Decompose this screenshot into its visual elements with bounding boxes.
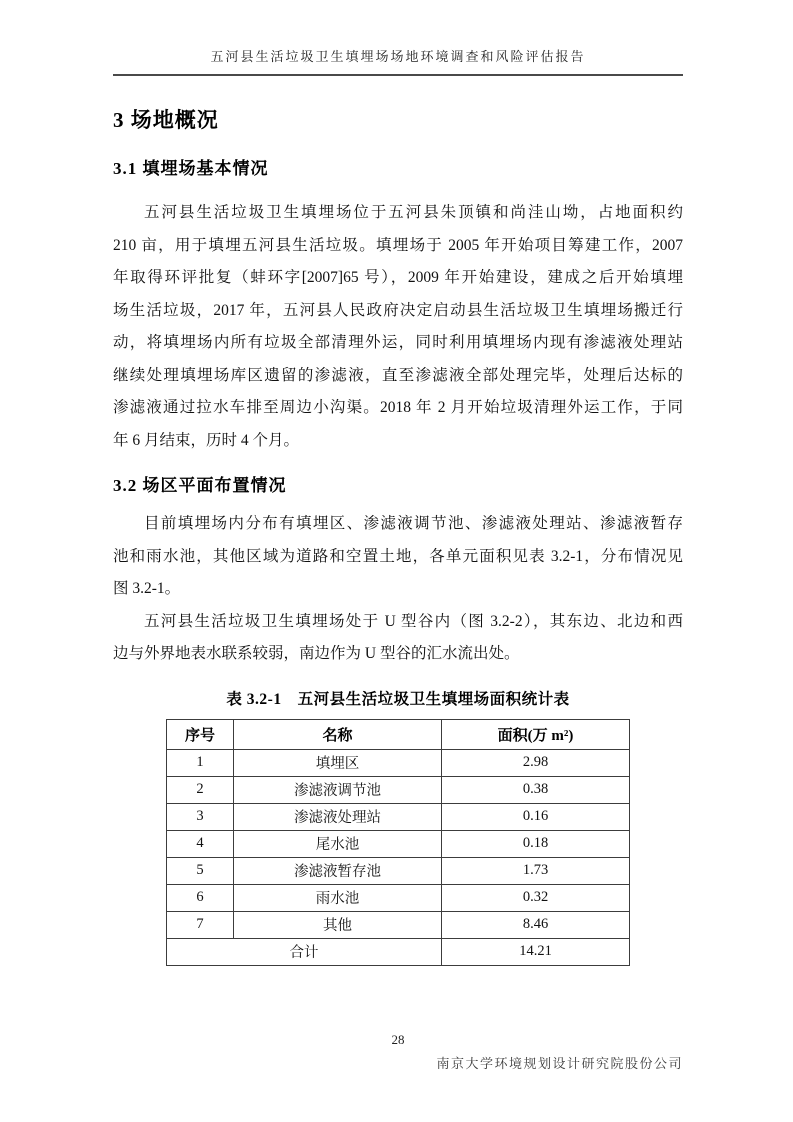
paragraph-line: 五河县生活垃圾卫生填埋场处于 U 型谷内（图 3.2-2），其东边、北边和西 [144, 612, 683, 630]
cell-no: 1 [167, 749, 234, 776]
cell-area: 0.18 [442, 830, 630, 857]
cell-area: 1.73 [442, 857, 630, 884]
area-statistics-table [166, 719, 630, 966]
paragraph-line: 渗滤液通过拉水车排至周边小沟渠。2018 年 2 月开始垃圾清理外运工作，于同 [113, 399, 683, 416]
cell-area: 0.32 [442, 884, 630, 911]
cell-total-label: 合计 [167, 938, 442, 965]
table-header-row [167, 719, 630, 749]
page-number: 28 [391, 1031, 405, 1047]
paragraph-line: 五河县生活垃圾卫生填埋场位于五河县朱顶镇和尚洼山坳，占地面积约 [144, 204, 683, 221]
cell-no: 5 [167, 857, 234, 884]
paragraph-line: 目前填埋场内分布有填埋区、渗滤液调节池、渗滤液处理站、渗滤液暂存 [144, 515, 683, 532]
table-row [167, 803, 630, 830]
footer-company: 南京大学环境规划设计研究院股份公司 [436, 1055, 683, 1071]
table-row [167, 857, 630, 884]
paragraph-line: 图 3.2-1。 [113, 580, 181, 597]
table-row [167, 830, 630, 857]
paragraph-line: 场生活垃圾，2017 年，五河县人民政府决定启动县生活垃圾卫生填埋场搬迁行 [113, 301, 683, 319]
cell-area: 2.98 [442, 749, 630, 776]
cell-name: 渗滤液暂存池 [234, 857, 442, 884]
paragraph-line: 210 亩，用于填埋五河县生活垃圾。填埋场于 2005 年开始项目筹建工作，2007 [113, 236, 683, 254]
table-total-row [167, 938, 630, 965]
paragraph-line: 池和雨水池，其他区域为道路和空置土地，各单元面积见表 3.2-1，分布情况见 [113, 547, 683, 565]
col-header-area: 面积(万 m²) [442, 719, 630, 749]
col-header-name: 名称 [234, 719, 442, 749]
cell-no: 2 [167, 776, 234, 803]
paragraph-site-layout [113, 508, 683, 606]
header-rule [113, 74, 683, 76]
cell-no: 3 [167, 803, 234, 830]
cell-area: 0.16 [442, 803, 630, 830]
cell-name: 填埋区 [234, 749, 442, 776]
paragraph-valley [113, 606, 683, 671]
table-row [167, 911, 630, 938]
running-header-title: 五河县生活垃圾卫生填埋场场地环境调查和风险评估报告 [210, 49, 586, 64]
cell-name: 其他 [234, 911, 442, 938]
subsection-heading-3-1: 3.1 填埋场基本情况 [113, 159, 269, 178]
table-row [167, 776, 630, 803]
cell-no: 4 [167, 830, 234, 857]
cell-no: 7 [167, 911, 234, 938]
paragraph-line: 年取得环评批复（蚌环字[2007]65 号），2009 年开始建设，建成之后开始填埋 [113, 269, 683, 286]
cell-total-area: 14.21 [442, 938, 630, 965]
cell-no: 6 [167, 884, 234, 911]
paragraph-landfill-overview [113, 197, 683, 457]
section-heading-3: 3 场地概况 [113, 108, 219, 132]
cell-name: 渗滤液调节池 [234, 776, 442, 803]
cell-name: 渗滤液处理站 [234, 803, 442, 830]
cell-name: 雨水池 [234, 884, 442, 911]
table-row [167, 749, 630, 776]
paragraph-line: 年 6 月结束，历时 4 个月。 [113, 431, 300, 449]
col-header-no: 序号 [167, 719, 234, 749]
paragraph-line: 继续处理填埋场库区遗留的渗滤液，直至渗滤液全部处理完毕，处理后达标的 [113, 366, 683, 384]
paragraph-line: 动，将填埋场内所有垃圾全部清理外运，同时利用填埋场内现有渗滤液处理站 [113, 334, 683, 351]
table-caption: 表 3.2-1 五河县生活垃圾卫生填埋场面积统计表 [226, 690, 570, 708]
paragraph-line: 边与外界地表水联系较弱，南边作为 U 型谷的汇水流出处。 [113, 645, 520, 662]
table-row [167, 884, 630, 911]
cell-area: 8.46 [442, 911, 630, 938]
subsection-heading-3-2: 3.2 场区平面布置情况 [113, 476, 287, 495]
cell-name: 尾水池 [234, 830, 442, 857]
cell-area: 0.38 [442, 776, 630, 803]
